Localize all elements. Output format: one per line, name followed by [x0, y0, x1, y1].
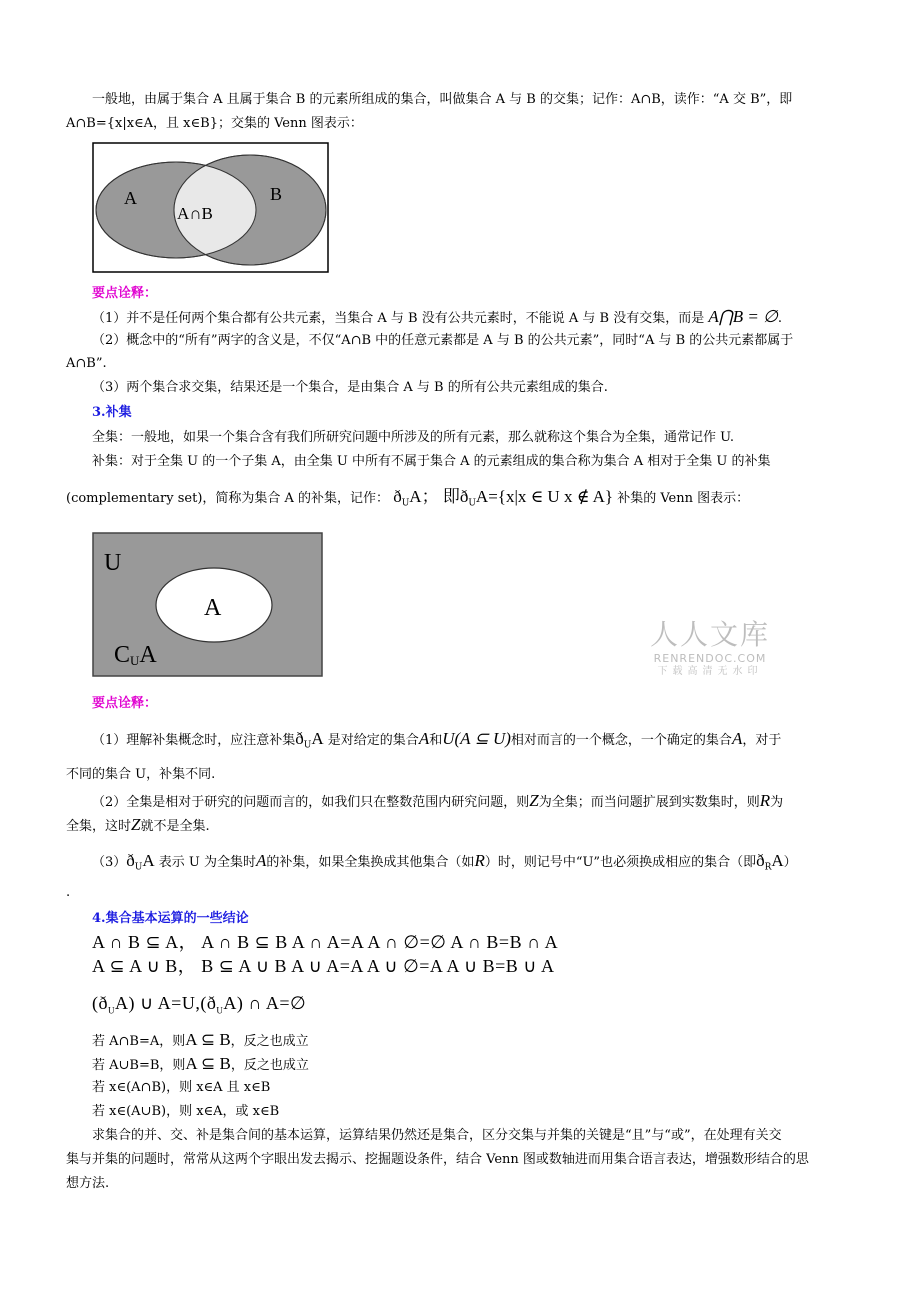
notes2-item3-d: ）时，则记号中“U”也必须换成相应的集合（即 — [484, 855, 757, 870]
notes2-item1 — [92, 729, 781, 756]
math-r: R — [474, 851, 485, 870]
complement-def-line2 — [66, 487, 749, 514]
watermark — [645, 618, 775, 679]
venn-label-cu: CUA — [114, 642, 157, 668]
notes2-item2-a: （2）全集是相对于研究的问题而言的，如我们只在整数范围内研究问题，则 — [92, 795, 530, 810]
notes2-item2-b: 为全集；而当问题扩展到实数集时，则 — [538, 795, 760, 810]
sub-r: R — [764, 862, 772, 873]
math-z-2: Z — [131, 815, 141, 834]
conclusions-if2 — [92, 1054, 309, 1076]
if2-b: ，反之也成立 — [230, 1058, 309, 1073]
math-r: R — [759, 791, 771, 810]
watermark-caption: 下载高清无水印 — [657, 666, 763, 677]
watermark-domain: RENRENDOC.COM — [653, 652, 767, 665]
complement-def-end: 补集的 Venn 图表示： — [617, 491, 750, 506]
conclusions-if1 — [92, 1030, 309, 1052]
notes1-heading: 要点诠释： — [92, 286, 158, 301]
notes2-item1-c: 和 — [429, 733, 443, 748]
if2-math: A ⊆ B — [185, 1054, 231, 1073]
row3-b: A) ∪ A=U,(ð — [115, 993, 217, 1013]
notes2-item2-line2-a: 全集，这时 — [66, 819, 132, 834]
notes1-item1-end: . — [777, 311, 782, 326]
conclusions-if3: 若 x∈(A∩B)，则 x∈A 且 x∈B — [92, 1080, 271, 1095]
math-a-italic: A — [418, 729, 430, 748]
summary-line2: 集与并集的问题时，常常从这两个字眼出发去揭示、挖掘题设条件，结合 Venn 图或数轴进而用集合语言表达，增强数形结合的思 — [66, 1152, 809, 1167]
row3-a: (ð — [92, 993, 108, 1013]
intersection-def-line1: 一般地，由属于集合 A 且属于集合 B 的元素所组成的集合，叫做集合 A 与 B 的交集；记作：A∩B，读作：“A 交 B”，即 — [92, 92, 793, 107]
complement-symbol: ð — [393, 487, 402, 506]
complement-sub-u2: U — [468, 498, 476, 509]
complement-def-text: (complementary set)，简称为集合 A 的补集，记作： — [66, 491, 390, 506]
notes2-item3-b: 表示 U 为全集时 — [158, 855, 257, 870]
notes2-item3-e: ） — [783, 855, 797, 870]
notes2-item2-c: 为 — [770, 795, 784, 810]
notes2-item3-line2: . — [66, 885, 71, 900]
math-a-italic: A — [256, 851, 267, 870]
notes2-item2-line2 — [66, 815, 210, 837]
complement-symbol: ð — [295, 729, 304, 748]
intersection-def-line2: A∩B={x|x∈A，且 x∈B}；交集的 Venn 图表示： — [66, 116, 363, 131]
math-z: Z — [529, 791, 539, 810]
notes2-item2 — [92, 791, 783, 813]
notes2-item3 — [92, 851, 797, 878]
if1-a: 若 A∩B=A，则 — [92, 1034, 186, 1049]
if2-a: 若 A∪B=B，则 — [92, 1058, 186, 1073]
notes2-item3-a: （3） — [92, 855, 127, 870]
math-a: A — [311, 729, 324, 748]
sub-u: U — [303, 740, 312, 751]
sub-u: U — [108, 1005, 115, 1016]
conclusions-row2: A ⊆ A ∪ B， B ⊆ A ∪ B A ∪ A=A A ∪ ∅=A A ∪ B=B ∪ A — [92, 956, 555, 976]
notes2-item1-line2: 不同的集合 U，补集不同. — [66, 767, 216, 782]
notes2-item2-line2-b: 就不是全集. — [140, 819, 210, 834]
intersection-venn-diagram — [92, 142, 330, 274]
conclusions-if4: 若 x∈(A∪B)，则 x∈A，或 x∈B — [92, 1104, 280, 1119]
notes1-item1-text: （1）并不是任何两个集合都有公共元素，当集合 A 与 B 没有公共元素时，不能说 A 与 B 没有交集，而是 — [92, 311, 705, 326]
notes1-item1 — [92, 307, 782, 329]
notes2-item1-d: 相对而言的一个概念，一个确定的集合 — [510, 733, 732, 748]
conclusions-row1: A ∩ B ⊆ A， A ∩ B ⊆ B A ∩ A=A A ∩ ∅=∅ A ∩ B=B ∩ A — [92, 932, 559, 952]
sub-u-2: U — [216, 1005, 224, 1016]
venn-label-a: A — [124, 188, 137, 208]
notes2-item3-c: 的补集，如果全集换成其他集合（如 — [266, 855, 475, 870]
row3-c: A) ∩ A=∅ — [223, 993, 307, 1013]
complement-heading: 3.补集 — [92, 405, 132, 420]
math-a-2: A — [771, 851, 784, 870]
conclusions-row3 — [92, 993, 306, 1021]
summary-line3: 想方法. — [66, 1176, 110, 1191]
venn-label-a: A — [204, 595, 222, 621]
complement-def-math2: A； 即ð — [409, 487, 469, 506]
complement-def-math3: A={x|x ∈ U x ∉ A} — [475, 487, 614, 506]
venn-label-ab: A∩B — [177, 204, 213, 223]
notes2-item1-b: 是对给定的集合 — [327, 733, 419, 748]
complement-sub-u: U — [401, 498, 410, 509]
venn-label-b: B — [270, 184, 283, 204]
notes1-item2-line1: （2）概念中的“所有”两字的含义是，不仅“A∩B 中的任意元素都是 A 与 B 的公共元素”，同时“A 与 B 的公共元素都属于 — [92, 333, 794, 348]
complement-symbol-2: ð — [756, 851, 765, 870]
watermark-title: 人人文库 — [649, 618, 770, 651]
conclusions-heading: 4.集合基本运算的一些结论 — [92, 911, 249, 926]
notes1-item2-line2: A∩B”. — [66, 356, 107, 371]
if1-math: A ⊆ B — [185, 1030, 231, 1049]
math-a: A — [142, 851, 155, 870]
complement-symbol: ð — [126, 851, 135, 870]
notes2-heading: 要点诠释： — [92, 696, 158, 711]
math-a-italic-2: A — [731, 729, 743, 748]
math-u-subset: U(A ⊆ U) — [442, 729, 511, 748]
sub-u: U — [134, 862, 143, 873]
summary-line1: 求集合的并、交、补是集合间的基本运算，运算结果仍然还是集合，区分交集与并集的关键是“且”与“或”，在处理有关交 — [92, 1128, 782, 1143]
if1-b: ，反之也成立 — [230, 1034, 309, 1049]
universal-set-def: 全集：一般地，如果一个集合含有我们所研究问题中所涉及的所有元素，那么就称这个集合为全集，通常记作 U. — [92, 430, 735, 445]
venn-label-u: U — [104, 550, 122, 576]
complement-def-line1: 补集：对于全集 U 的一个子集 A，由全集 U 中所有不属于集合 A 的元素组成的集合称为集合 A 相对于全集 U 的补集 — [92, 454, 771, 469]
notes2-item1-e: ，对于 — [742, 733, 782, 748]
notes1-item3: （3）两个集合求交集，结果还是一个集合，是由集合 A 与 B 的所有公共元素组成的集合. — [92, 380, 608, 395]
complement-venn-diagram — [92, 532, 324, 678]
notes2-item1-a: （1）理解补集概念时，应注意补集 — [92, 733, 296, 748]
notes1-item1-math: A⋂B = ∅ — [708, 307, 778, 326]
